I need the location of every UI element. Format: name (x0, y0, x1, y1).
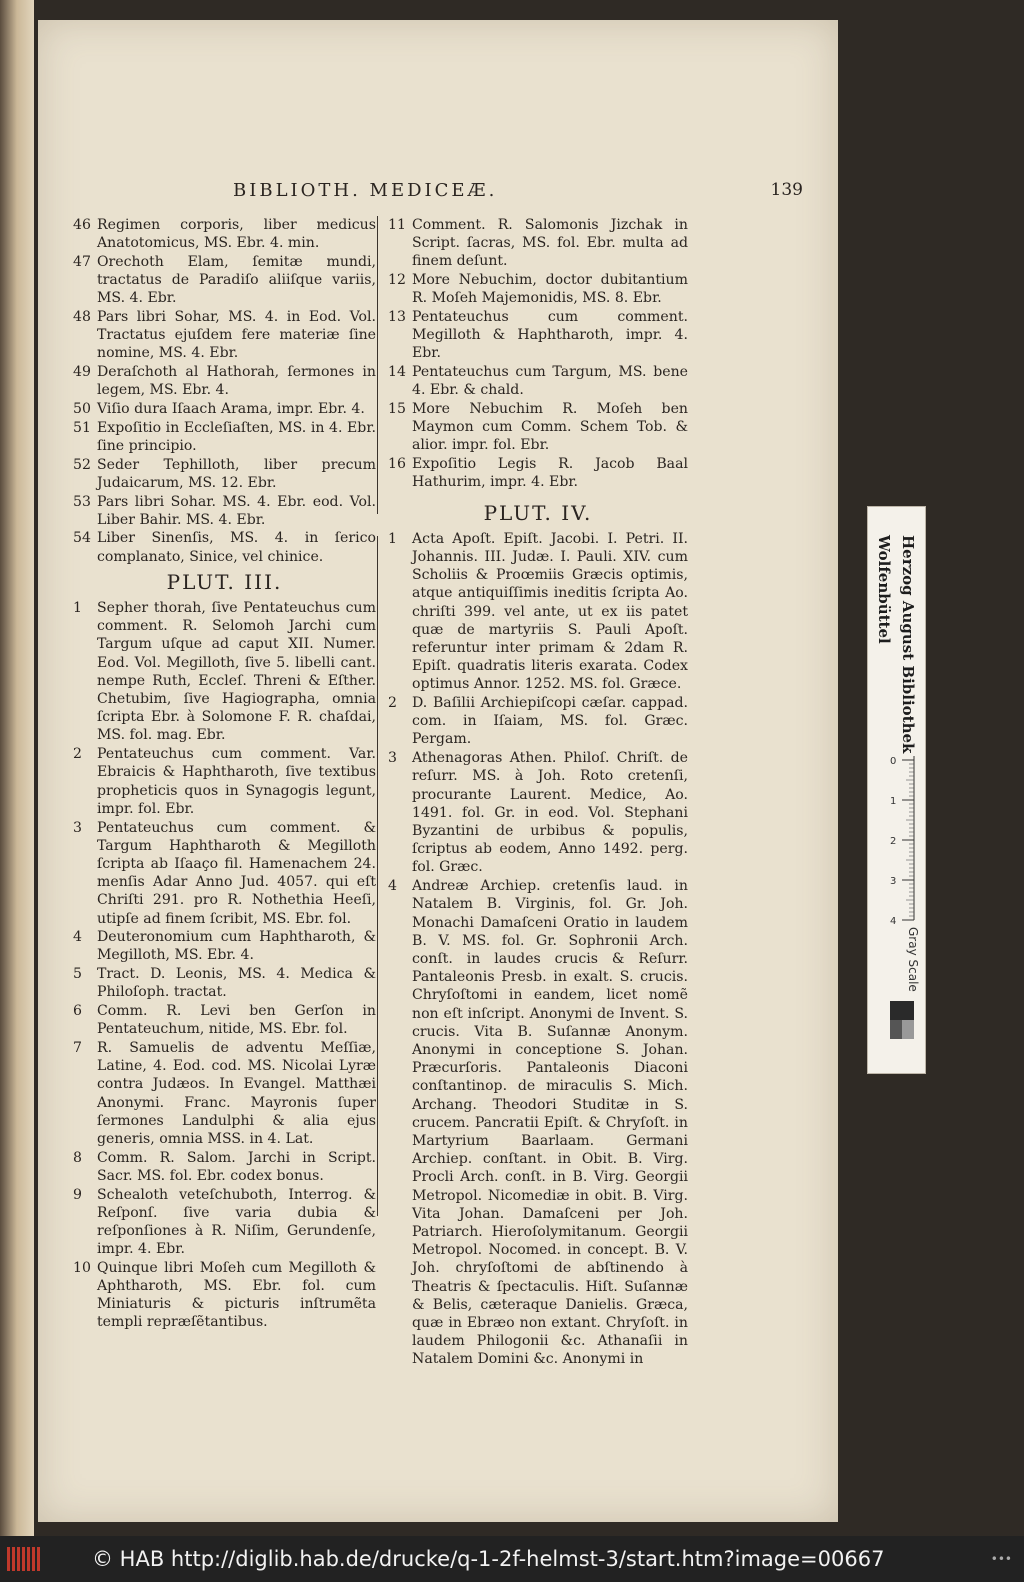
entry-number: 50 (73, 401, 91, 418)
catalog-entry (388, 455, 688, 491)
entry-text: Liber Sinenſis, MS. 4. in ſerico complanato, Sinice, vel chinice. (97, 530, 376, 565)
entry-text: Athenagoras Athen. Philoſ. Chriſt. de reſurr. MS. à Joh. Roto cretenſi, procurante Laurent. Medice, Ao. 1491. fol. Gr. in eod. Vol. Stephani Byzantini de urbibus & populis, ſcriptus ab eodem, Anno 1492. perg. fol. Græc. (412, 750, 688, 876)
catalog-entry (388, 400, 688, 455)
gray-patches (890, 1001, 914, 1039)
catalog-entry (73, 529, 376, 565)
entry-number: 14 (388, 364, 406, 381)
entry-text: R. Samuelis de adventu Meſſiæ, Latine, 4. Eod. cod. MS. Nicolai Lyræ contra Judæos. In Evangel. Matthæi Anonymi. Franc. Mayronis ſuper ſermones Landulphi & alia ejus generis, omnia MSS. in 4. Lat. (97, 1039, 376, 1147)
entry-text: Pars libri Sohar. MS. 4. Ebr. eod. Vol. Liber Bahir. MS. 4. Ebr. (97, 493, 376, 528)
entry-text: More Nebuchim, doctor dubitantium R. Moſeh Majemonidis, MS. 8. Ebr. (412, 272, 688, 307)
entry-text: Expoſitio Legis R. Jacob Baal Hathurim, impr. 4. Ebr. (412, 456, 688, 491)
entry-text: Schealoth veteſchuboth, Interrog. & Reſponſ. ſive varia dubia & reſponſiones à R. Niſim, Gerundenſe, impr. 4. Ebr. (97, 1186, 376, 1258)
color-calibration-card (867, 506, 926, 1074)
entry-number: 2 (73, 746, 82, 763)
scale-tick-label: 2 (890, 836, 897, 847)
card-institution-line: Wolfenbüttel (875, 535, 893, 644)
entry-number: 51 (73, 419, 91, 436)
entry-number: 7 (73, 1039, 82, 1056)
running-title: BIBLIOTH. MEDICEÆ. (233, 180, 498, 201)
catalog-entry (73, 1149, 376, 1185)
centimeter-scale (888, 752, 918, 924)
card-institution-line: Herzog August Bibliothek (899, 535, 917, 754)
entry-number: 15 (388, 401, 406, 418)
catalog-entry (73, 1259, 376, 1332)
entry-text: Pentateuchus cum Targum, MS. bene 4. Ebr. & chald. (412, 364, 688, 399)
entry-number: 4 (388, 878, 397, 895)
catalog-entry (73, 965, 376, 1001)
scale-tick-label: 0 (890, 756, 897, 767)
catalog-entry (73, 819, 376, 928)
column-rule (377, 216, 378, 514)
entry-text: Deraſchoth al Hathorah, ſermones in legem, MS. Ebr. 4. (97, 364, 376, 399)
entry-text: Tract. D. Leonis, MS. 4. Medica & Philoſoph. tractat. (97, 966, 376, 1001)
entry-number: 10 (73, 1259, 91, 1276)
column-rule (377, 536, 378, 1216)
catalog-entry (73, 253, 376, 308)
entry-number: 49 (73, 364, 91, 381)
catalog-entry (388, 877, 688, 1368)
entry-text: Regimen corporis, liber medicus Anatotomicus, MS. Ebr. 4. min. (97, 217, 376, 252)
entry-text: Pentateuchus cum comment. Megilloth & Haphtharoth, impr. 4. Ebr. (412, 309, 688, 362)
catalog-entry (73, 493, 376, 529)
entry-number: 9 (73, 1186, 82, 1203)
section-heading: PLUT. IV. (483, 500, 593, 525)
catalog-entry (73, 928, 376, 964)
entry-list (73, 216, 376, 566)
entry-number: 3 (388, 750, 397, 767)
catalog-entry (73, 216, 376, 252)
entry-text: More Nebuchim R. Moſeh ben Maymon cum Comm. Schem Tob. & alior. impr. fol. Ebr. (412, 401, 688, 454)
entry-number: 13 (388, 309, 406, 326)
entry-text: Orechoth Elam, ſemitæ mundi, tractatus de Paradiſo aliiſque variis, MS. 4. Ebr. (97, 253, 376, 307)
catalog-entry (73, 745, 376, 818)
catalog-entry (388, 694, 688, 749)
entry-text: Viſio dura Iſaach Arama, impr. Ebr. 4. (97, 401, 365, 418)
footer-url[interactable]: © HAB http://diglib.hab.de/drucke/q-1-2f-helmst-3/start.htm?image=00667 (92, 1547, 885, 1571)
entry-text: Andreæ Archiep. cretenſis laud. in Natalem B. Virginis, fol. Gr. Joh. Monachi Damaſceni Oratio in laudem B. V. MS. fol. Gr. Sophronii Arch. conſt. in laudes crucis & Reſurr. Pantaleonis Presb. in exalt. S. crucis. Chryſoſtomi in eandem, licet nomẽ non eſt inſcript. Anonymi de Invent. S. crucis. Vita B. Suſannæ Anonym. Anonymi in conceptione S. Johan. Præcurſoris. Pantaleonis Diaconi conſtantinop. de miraculis S. Mich. Archang. Theodori Studitæ in S. crucem. Pancratii Epiſt. & Chryſoſt. in Martyrium Baarlaam. Germani Archiep. conſtant. in Obit. B. Virg. Procli Arch. conſt. in B. Virg. Georgii Metropol. Nicomediæ in obit. B. Virg. Vita Johan. Damaſceni per Joh. Patriarch. Hieroſolymitanum. Georgii Metropol. Nocomed. in concept. B. V. Joh. chryſoſtomi de abſtinendo à Theatris & ſpectaculis. Hiſt. Suſannæ & Belis, cæteraque Danielis. Græca, quæ in Ebræo non extant. Chryſoſt. in laudem Philogonii &c. Athanaſii in Natalem Domini &c. Anonymi in (412, 878, 688, 1368)
page-number: 139 (770, 180, 803, 200)
catalog-entry (73, 308, 376, 363)
scale-tick-label: 3 (890, 876, 897, 887)
running-head (233, 180, 803, 208)
entry-text: Pentateuchus cum comment. & Targum Haphtharoth & Megilloth ſcripta ab Iſaaço fil. Hamenachem 24. menſis Adar Anno Jud. 4057. qui eſt Chriſti 291. pro R. Nothethia Heeſi, utipſe ad finem ſcribit, MS. Ebr. fol. (97, 819, 376, 927)
card-institution (872, 535, 920, 765)
entry-text: Acta Apoſt. Epiſt. Jacobi. I. Petri. II. Johannis. III. Judæ. I. Pauli. XIV. cum Scholiis & Proœmiis Græcis optimis, atque antiquiſſimis ineditis ſcripta Ao. chriſti 399. vel ante, ut ex iis patet quæ de martyriis S. Pauli Apoſt. referuntur inter primam & 2dam R. Epiſt. quadratis literis exarata. Codex optimus Annor. 1252. MS. fol. Græce. (412, 530, 688, 693)
entry-number: 8 (73, 1149, 82, 1166)
grayscale-label: Gray Scale (906, 927, 920, 992)
catalog-entry (73, 400, 376, 418)
more-icon[interactable]: ••• (990, 1552, 1012, 1566)
entry-text: Comm. R. Salom. Jarchi in Script. Sacr. MS. fol. Ebr. codex bonus. (97, 1149, 376, 1184)
catalog-entry (73, 363, 376, 399)
entry-number: 16 (388, 456, 406, 473)
entry-number: 11 (388, 217, 406, 233)
catalog-entry (73, 1186, 376, 1259)
left-column (73, 216, 376, 1332)
catalog-entry (388, 216, 688, 271)
entry-text: Seder Tephilloth, liber precum Judaicarum, MS. 12. Ebr. (97, 456, 376, 491)
book-page (38, 20, 838, 1522)
catalog-entry (388, 749, 688, 876)
catalog-entry (388, 363, 688, 399)
entry-text: Comm. R. Levi ben Gerſon in Pentateuchum, nitide, MS. Ebr. fol. (97, 1003, 376, 1038)
entry-number: 1 (388, 530, 397, 547)
catalog-entry (73, 1039, 376, 1148)
catalog-entry (73, 1002, 376, 1038)
entry-text: Sepher thorah, ſive Pentateuchus cum comment. R. Selomoh Jarchi cum Targum uſque ad caput XII. Numer. Eod. Vol. Megilloth, ſive 5. libelli cant. nempe Ruth, Eccleſ. Threni & Eſther. Chetubim, ſive Hagiographa, omnia ſcripta Ebr. à Solomone F. R. chaſdai, MS. fol. mag. Ebr. (97, 600, 376, 744)
footer-bar (0, 1536, 1024, 1582)
entry-number: 47 (73, 253, 91, 270)
catalog-entry (73, 419, 376, 455)
entry-text: Pars libri Sohar, MS. 4. in Eod. Vol. Tractatus ejuſdem fere materiæ ſine nomine, MS. 4. Ebr. (97, 309, 376, 362)
entry-number: 6 (73, 1003, 82, 1020)
entry-number: 48 (73, 309, 91, 326)
entry-text: D. Baſilii Archiepiſcopi cæſar. cappad. com. in Iſaiam, MS. fol. Græc. Pergam. (412, 695, 688, 748)
catalog-entry (388, 530, 688, 694)
entry-text: Quinque libri Moſeh cum Megilloth & Aphtharoth, MS. Ebr. fol. cum Miniaturis & picturis inſtrumẽta templi repræſẽtantibus. (97, 1259, 376, 1331)
facing-page-edge (0, 0, 34, 1536)
entry-text: Pentateuchus cum comment. Var. Ebraicis & Haphtharoth, ſive textibus propheticis quos in Synagogis legunt, impr. fol. Ebr. (97, 746, 376, 817)
entry-number: 53 (73, 493, 91, 510)
right-column (388, 216, 688, 1369)
catalog-entry (388, 271, 688, 307)
entry-number: 46 (73, 217, 91, 233)
entry-number: 12 (388, 272, 406, 289)
scale-tick-label: 4 (890, 916, 897, 924)
entry-number: 1 (73, 600, 82, 617)
entry-list (388, 216, 688, 492)
entry-list (388, 530, 688, 1369)
scale-tick-label: 1 (890, 796, 897, 807)
entry-number: 2 (388, 695, 397, 712)
entry-text: Comment. R. Salomonis Jizchak in Script. ſacras, MS. fol. Ebr. multa ad finem deſunt. (412, 217, 688, 270)
entry-list (73, 599, 376, 1332)
entry-text: Expoſitio in Eccleſiaſten, MS. in 4. Ebr. ſine principio. (97, 419, 376, 454)
catalog-entry (73, 599, 376, 745)
entry-number: 5 (73, 966, 82, 983)
catalog-entry (73, 456, 376, 492)
entry-number: 3 (73, 819, 82, 836)
hab-logo-icon (6, 1545, 48, 1573)
catalog-entry (388, 308, 688, 363)
entry-text: Deuteronomium cum Haphtharoth, & Megilloth, MS. Ebr. 4. (97, 929, 376, 964)
section-heading: PLUT. III. (166, 569, 283, 594)
entry-number: 4 (73, 929, 82, 946)
entry-number: 52 (73, 456, 91, 473)
entry-number: 54 (73, 530, 91, 547)
